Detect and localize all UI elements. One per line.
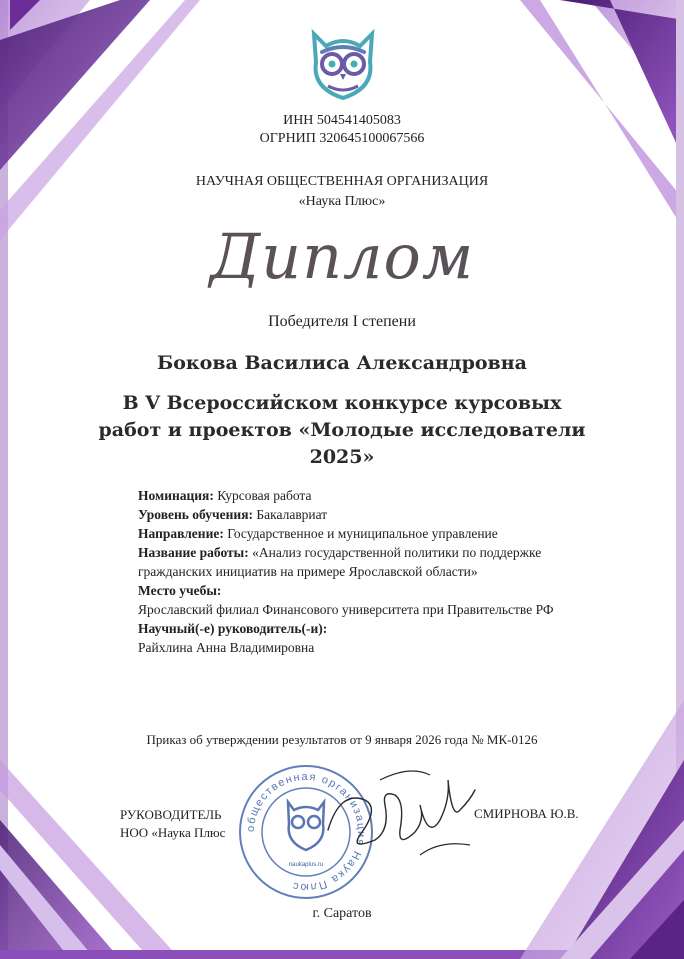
role-line-2: НОО «Наука Плюс — [120, 825, 226, 840]
registration-ids — [0, 112, 684, 148]
study-level: Уровень обучения: Бакалавриат — [138, 507, 328, 522]
supervisor-value: Райхлина Анна Владимировна — [138, 640, 315, 655]
winner-degree: Победителя I степени — [268, 313, 416, 330]
work-title: Название работы: «Анализ государственной политики по поддержке гражданских инициатив на примере Ярославской области» — [138, 545, 542, 579]
direction: Направление: Государственное и муниципальное управление — [138, 526, 498, 541]
role-line-1: РУКОВОДИТЕЛЬ — [120, 807, 222, 822]
supervisor-label: Научный(-е) руководитель(-и): — [138, 621, 328, 636]
owl-logo-icon — [300, 22, 386, 108]
stamp-site: naukaplus.ru — [288, 862, 324, 868]
diploma-details — [138, 486, 578, 657]
signer-name: СМИРНОВА Ю.В. — [474, 806, 579, 821]
signatory-role — [120, 806, 225, 842]
recipient-name: Бокова Василиса Александровна — [157, 352, 527, 374]
nomination: Номинация: Курсовая работа — [138, 488, 312, 503]
contest-name: В V Всероссийском конкурсе курсовых работ и проектов «Молодые исследователи 2025» — [98, 392, 586, 468]
org-line-2: «Наука Плюс» — [298, 194, 386, 209]
handwritten-signature — [320, 760, 480, 870]
org-line-1: НАУЧНАЯ ОБЩЕСТВЕННАЯ ОРГАНИЗАЦИЯ — [195, 174, 489, 189]
stamp-ring-text: общественная организация Наука Плюс — [244, 770, 368, 894]
study-place-label: Место учебы: — [138, 583, 222, 598]
organization-name — [0, 172, 684, 212]
diploma-title: Диплом — [209, 220, 475, 293]
city: г. Саратов — [312, 906, 372, 921]
inn: ИНН 504541405083 — [283, 113, 401, 128]
ogrnip: ОГРНИП 320645100067566 — [259, 131, 425, 146]
study-place-value: Ярославский филиал Финансового университета при Правительстве РФ — [138, 602, 554, 617]
order-line: Приказ об утверждении результатов от 9 января 2026 года № МК-0126 — [146, 732, 538, 747]
